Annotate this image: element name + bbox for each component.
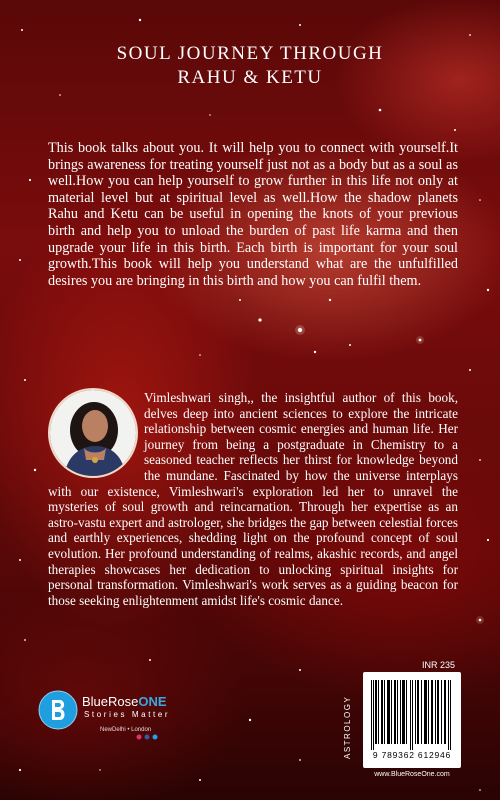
book-blurb: This book talks about you. It will help you to connect with yourself.It brings awareness for treating yourself just not as a body but as a soul as well.How you can help yourself to grow further in this life not only at material level but at spiritual level as well.How the shadow planets Rahu and Ketu can be useful in opening the knots of your previous birth and help you to unload the burden of past life karma and then upgrade your life in this birth. Each birth is important for your soul growth.This book will help you understand what are the unfulfilled desires you are bringing in this birth and how you can fulfil them. <box>48 140 458 289</box>
title-line-1: SOUL JOURNEY THROUGH <box>116 43 384 64</box>
publisher-logo-block <box>38 688 238 748</box>
title-line-2: RAHU & KETU <box>177 67 323 88</box>
barcode-bars <box>369 680 455 750</box>
genre-label: ASTROLOGY <box>343 695 352 759</box>
publisher-cities: NewDelhi • London <box>100 727 152 733</box>
publisher-name <box>82 694 167 709</box>
author-bio-text: Vimleshwari singh,, the insightful author of this book, delves deep into ancient sciences to explore the intricate relationship between cosmic energies and human life. Her journey from being a postgraduate in Chemistry to a seasoned teacher reflects her thirst for knowledge beyond the mundane. Fascinated by how the universe interplays with our existence, Vimleshwari's exploration led her to unravel the mysteries of soul growth and reincarnation. Through her expertise as an astro-vastu expert and astrologer, she bridges the gap between celestial forces and earthly experiences, shedding light on the profound concept of soul evolution. Her profound understanding of realms, akashic records, and angel therapies showcases her dedication to unlocking spiritual insights for personal transformation. Vimleshwari's work serves as a guiding beacon for those seeking enlightenment amidst life's cosmic dance. <box>48 390 458 608</box>
publisher-name-part2: ONE <box>138 694 167 709</box>
social-media-icons <box>136 734 160 740</box>
book-price: INR 235 <box>422 660 456 670</box>
author-bio <box>48 390 458 608</box>
book-title <box>0 42 500 90</box>
publisher-tagline: Stories Matter <box>84 710 171 719</box>
bluerose-logo-icon <box>38 690 78 730</box>
barcode <box>363 672 461 768</box>
publisher-name-part1: BlueRose <box>82 694 139 709</box>
publisher-website: www.BlueRoseOne.com <box>374 771 450 778</box>
isbn-number: 9 789362 612946 <box>372 750 452 760</box>
